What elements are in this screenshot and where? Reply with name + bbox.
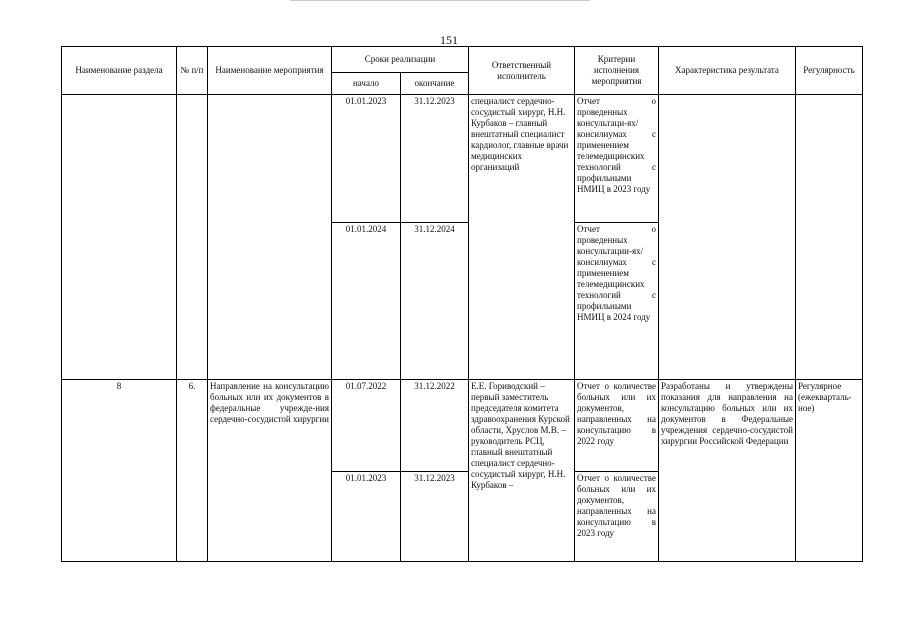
header-terms: Сроки реализации xyxy=(332,47,469,73)
header-event-name: Наименование мероприятия xyxy=(208,47,332,95)
cell-start: 01.01.2023 xyxy=(332,472,401,562)
header-result: Характеристика результата xyxy=(659,47,796,95)
cell-responsible: специалист сердечно-сосудистый хирург, Н.Н. Курбаков – главный внештатный специалист кардиолог, главные врачи медицинских организаций xyxy=(469,95,575,380)
cell-start: 01.01.2023 xyxy=(332,95,401,223)
cell-result: Разработаны и утверждены показания для направления на консультацию больных или их документов в Федеральные учреждения сердечно-сосудистой хирургии Российской Федерации xyxy=(659,380,796,562)
cell-responsible: Е.Е. Гориводский – первый заместитель председателя комитета здравоохранения Курской области, Хруслов М.В. – руководитель РСЦ, главный внештатный специалист сердечно-сосудистый хирург, Н.Н. Курбаков – xyxy=(469,380,575,562)
header-start: начало xyxy=(332,73,401,95)
cell-end: 31.12.2023 xyxy=(401,95,469,223)
cell-start: 01.07.2022 xyxy=(332,380,401,472)
cell-section-cont xyxy=(62,95,177,380)
page-number: 151 xyxy=(440,33,458,47)
cell-end: 31.12.2023 xyxy=(401,472,469,562)
cell-criteria: Отчет о проведенных консультации-ях/консилиумах с применением телемедицинских технологий с профильными НМИЦ в 2024 году xyxy=(575,223,659,380)
cell-section: 8 xyxy=(62,380,177,562)
cell-num: 6. xyxy=(177,380,208,562)
cell-criteria: Отчет о количестве больных или их документов, направленных на консультацию в 2022 году xyxy=(575,380,659,472)
cell-end: 31.12.2022 xyxy=(401,380,469,472)
scan-top-edge xyxy=(290,0,590,1)
cell-criteria: Отчет о количестве больных или их документов, направленных на консультацию в 2023 году xyxy=(575,472,659,562)
cell-event: Направление на консультацию больных или их документов в федеральные учрежде-ния сердечно-сосудистой хирургии xyxy=(208,380,332,562)
header-responsible: Ответственный исполнитель xyxy=(469,47,575,95)
cell-event-cont xyxy=(208,95,332,380)
header-regularity: Регулярность xyxy=(796,47,863,95)
header-num: № п/п xyxy=(177,47,208,95)
cell-result-cont xyxy=(659,95,796,380)
header-end: окончание xyxy=(401,73,469,95)
cell-num-cont xyxy=(177,95,208,380)
cell-end: 31.12.2024 xyxy=(401,223,469,380)
cell-criteria: Отчет о проведенных консультаци-ях/консилиумах с применением телемедицинских технологий с профильными НМИЦ в 2023 году xyxy=(575,95,659,223)
cell-regularity-cont xyxy=(796,95,863,380)
cell-start: 01.01.2024 xyxy=(332,223,401,380)
header-section-name: Наименование раздела xyxy=(62,47,177,95)
header-criteria: Критерии исполнения мероприятия xyxy=(575,47,659,95)
plan-table xyxy=(61,46,863,562)
cell-regularity: Регулярное (ежекварталь-ное) xyxy=(796,380,863,562)
